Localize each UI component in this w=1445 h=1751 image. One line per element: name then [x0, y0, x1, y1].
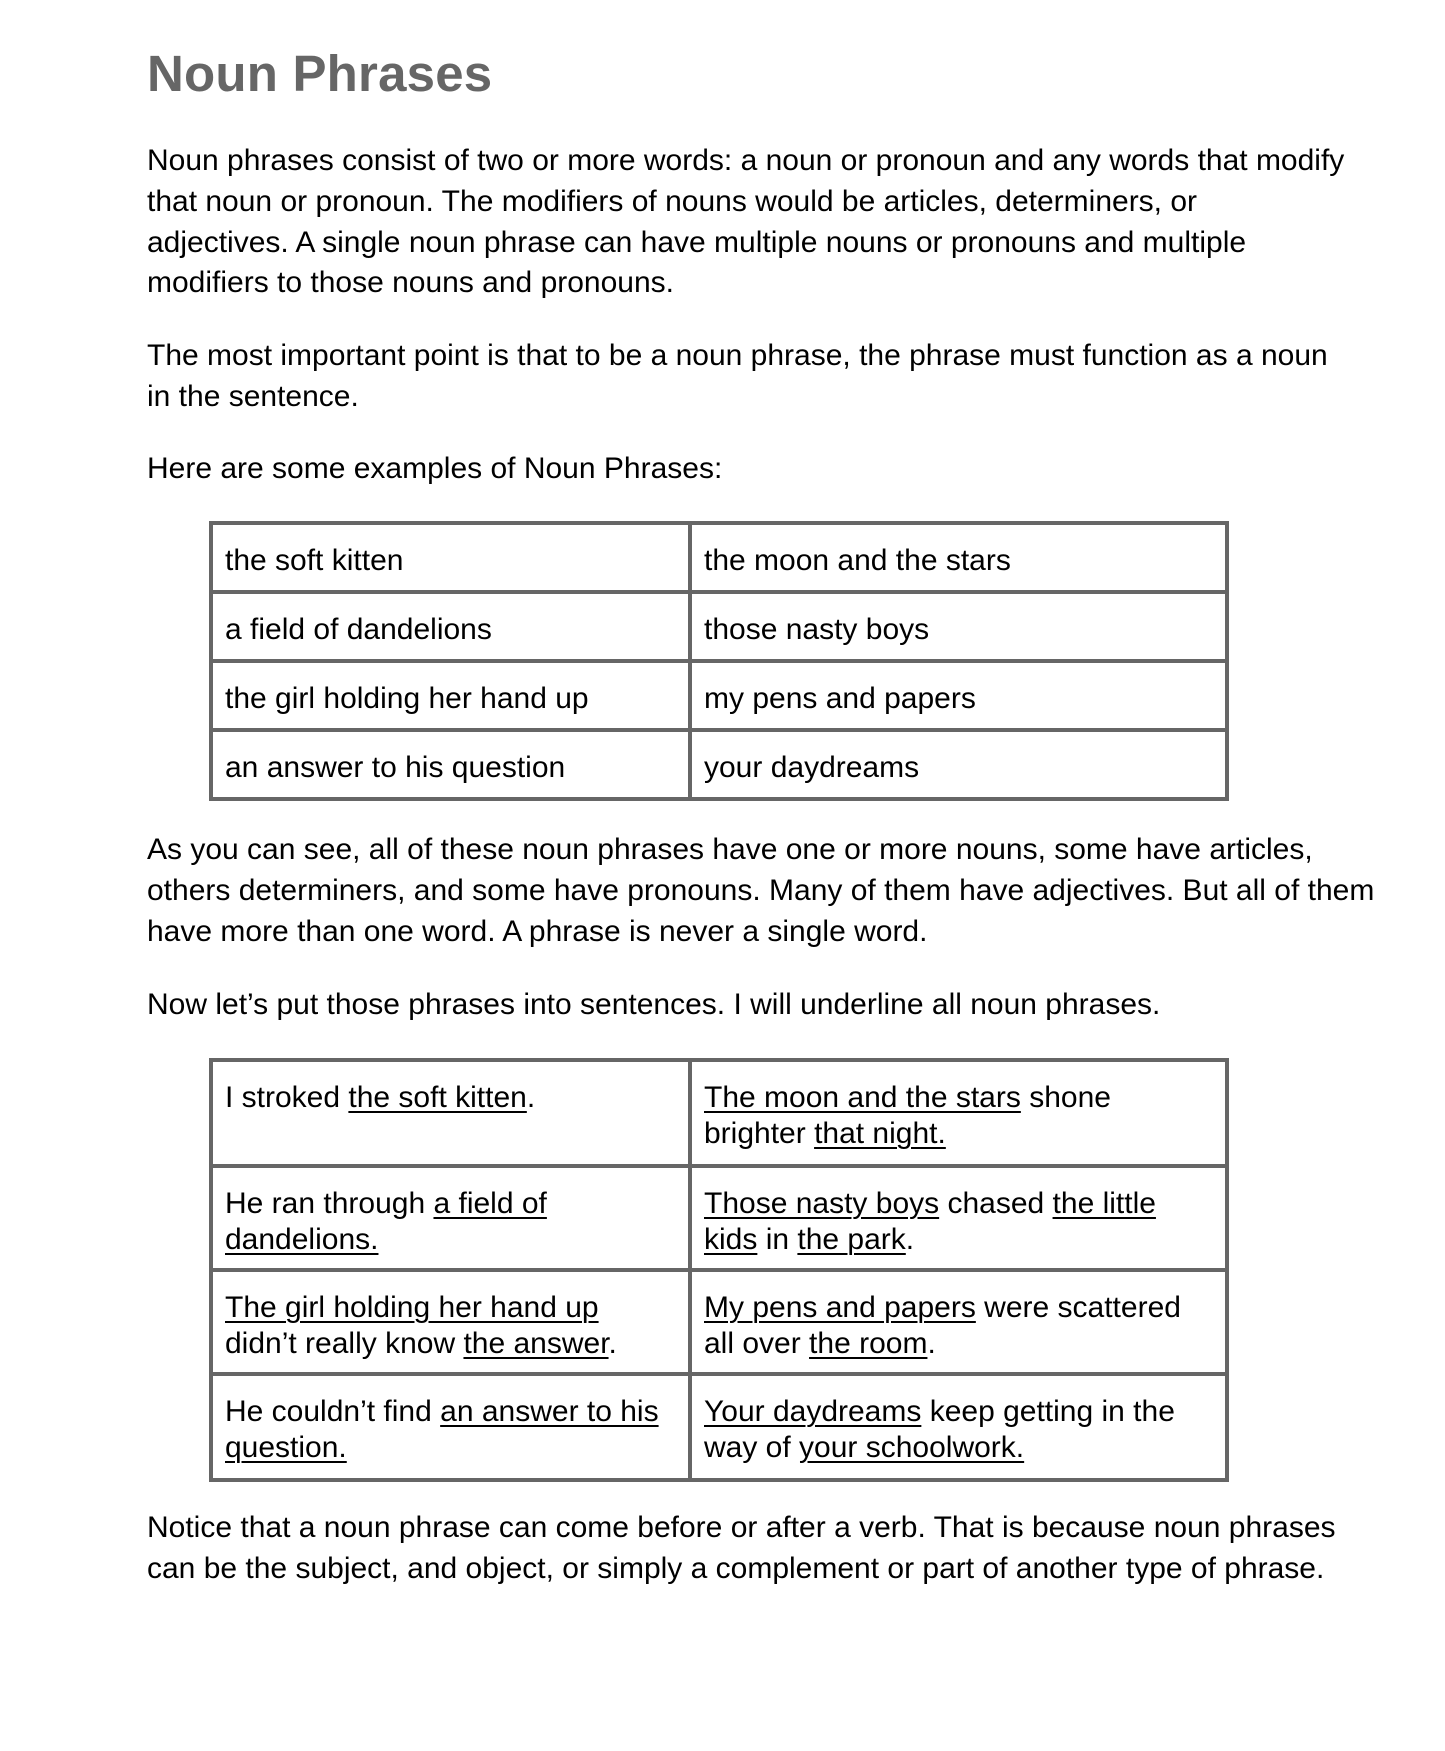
sentence-cell [211, 1060, 690, 1166]
examples-lead-paragraph: Here are some examples of Noun Phrases: [147, 452, 723, 485]
table-row [211, 592, 1227, 661]
sentence-text: . [608, 1327, 617, 1360]
underlined-noun-phrase: The girl holding her hand up [225, 1291, 599, 1324]
underlined-noun-phrase: the park [797, 1223, 906, 1256]
table-cell: the girl holding her hand up [211, 661, 690, 730]
underlined-noun-phrase: Your daydreams [704, 1395, 922, 1428]
sentence-cell [211, 1166, 690, 1270]
sentence-text: were scattered all over [704, 1291, 1181, 1360]
sentence-text: chased [939, 1187, 1053, 1220]
sentence-text: . [927, 1327, 936, 1360]
intro-paragraph: Noun phrases consist of two or more words: a noun or pronoun and any words that modify that noun or pronoun. The modifiers of nouns would be articles, determiners, or adjectives. A single noun phrase can have multiple nouns or pronouns and multiple modifiers to those nouns and pronouns. [147, 144, 1345, 300]
sentence-cell [690, 1374, 1227, 1480]
sentence-text: I stroked [225, 1081, 349, 1114]
sentence-text: He ran through [225, 1187, 434, 1220]
sentence-cell [211, 1374, 690, 1480]
examples-table [209, 521, 1229, 801]
underlined-noun-phrase: the little kids [704, 1187, 1156, 1256]
sentence-cell [690, 1270, 1227, 1374]
page-title: Noun Phrases [147, 45, 493, 102]
underlined-noun-phrase: your schoolwork. [799, 1431, 1025, 1464]
underlined-noun-phrase: that night. [814, 1117, 946, 1150]
sentences-lead-paragraph: Now let’s put those phrases into sentences. I will underline all noun phrases. [147, 988, 1161, 1021]
sentence-cell [690, 1060, 1227, 1166]
underlined-noun-phrase: an answer to his question. [225, 1395, 659, 1464]
sentence-text: in [757, 1223, 798, 1256]
sentence-text: . [526, 1081, 536, 1114]
table-row [211, 1060, 1227, 1166]
sentence-text: . [905, 1223, 915, 1256]
table-cell: your daydreams [690, 730, 1227, 799]
as-you-can-see-paragraph: As you can see, all of these noun phrases have one or more nouns, some have articles, others determiners, and some have pronouns. Many of them have adjectives. But all of them have more than one word. A phrase is never a single word. [147, 833, 1375, 948]
important-point-paragraph: The most important point is that to be a noun phrase, the phrase must function as a noun in the sentence. [147, 339, 1328, 413]
underlined-noun-phrase: the soft kitten [348, 1081, 527, 1114]
table-cell: a field of dandelions [211, 592, 690, 661]
underlined-noun-phrase: Those nasty boys [704, 1187, 940, 1220]
underlined-noun-phrase: The moon and the stars [704, 1081, 1021, 1114]
sentence-cell [211, 1270, 690, 1374]
underlined-noun-phrase: a field of dandelions. [225, 1187, 547, 1256]
sentences-table [209, 1058, 1229, 1482]
table-cell: the moon and the stars [690, 523, 1227, 592]
table-cell: those nasty boys [690, 592, 1227, 661]
table-row [211, 1270, 1227, 1374]
sentence-text: He couldn’t find [225, 1395, 441, 1428]
table-row [211, 1166, 1227, 1270]
underlined-noun-phrase: the answer [463, 1327, 609, 1360]
sentence-cell [690, 1166, 1227, 1270]
table-row [211, 730, 1227, 799]
underlined-noun-phrase: My pens and papers [704, 1291, 976, 1324]
table-row [211, 523, 1227, 592]
table-cell: my pens and papers [690, 661, 1227, 730]
table-row [211, 661, 1227, 730]
notice-paragraph: Notice that a noun phrase can come before or after a verb. That is because noun phrases can be the subject, and object, or simply a complement or part of another type of phrase. [147, 1511, 1336, 1585]
table-row [211, 1374, 1227, 1480]
underlined-noun-phrase: the room [809, 1327, 928, 1360]
sentence-text: keep getting in the way of [704, 1395, 1175, 1464]
table-cell: the soft kitten [211, 523, 690, 592]
sentence-text: shone brighter [704, 1081, 1111, 1150]
sentence-text: didn’t really know [225, 1327, 464, 1360]
table-cell: an answer to his question [211, 730, 690, 799]
